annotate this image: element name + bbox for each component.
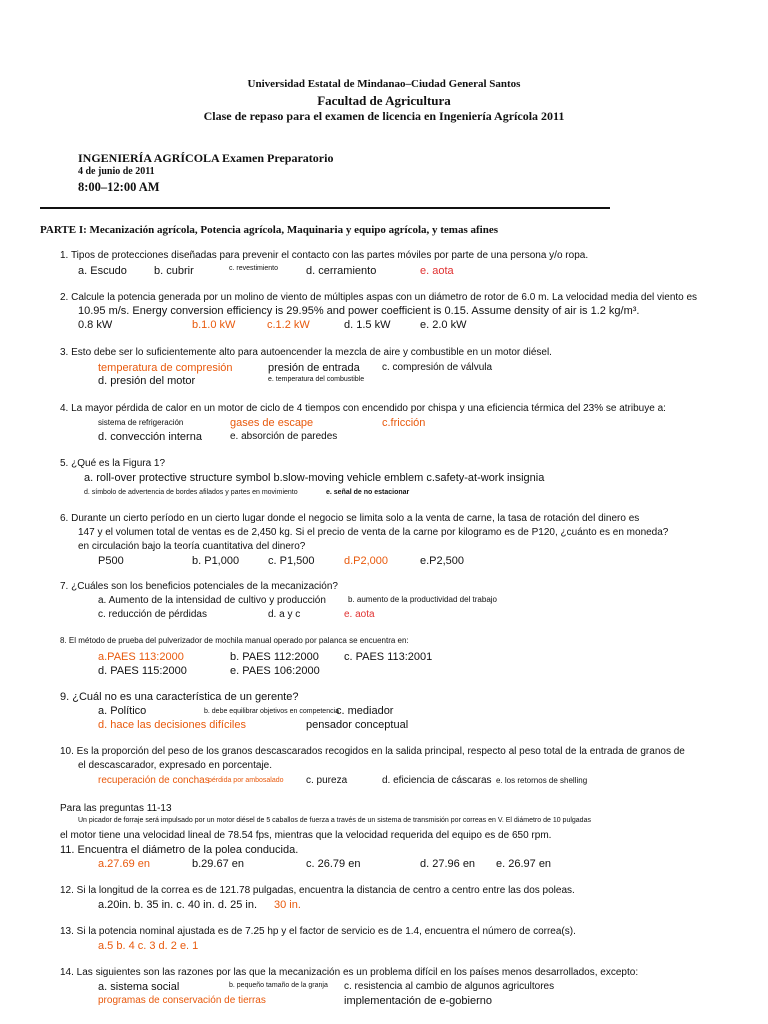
question-2-line2: 10.95 m/s. Energy conversion efficiency is 29.95% and power coefficient is 0.15. Assume density of air is 1.2 kg/m³. [78,305,640,317]
q14-option-c: c. resistencia al cambio de algunos agricultores [344,981,555,992]
question-1: 1. Tipos de protecciones diseñadas para prevenir el contacto con las partes móviles por parte de una persona y/o ropa. [60,250,589,261]
question-6-line3: en circulación bajo la teoría cuantitativa del dinero? [78,541,306,552]
q10-option-a: recuperación de conchas [98,775,210,786]
q7-option-b: b. aumento de la productividad del trabajo [348,595,497,604]
question-10-line1: 10. Es la proporción del peso de los granos descascarados recogidos en la salida principal, respecto al peso total de la entrada de granos de [60,746,685,757]
q14-option-e: implementación de e-gobierno [344,995,492,1007]
q1-option-a: a. Escudo [78,265,127,277]
q3-option-d: d. presión del motor [98,375,196,387]
question-13: 13. Si la potencia nominal ajustada es de 7.25 hp y el factor de servicio es de 1.4, encuentra el número de correa(s). [60,926,576,937]
q12-options-abcd: a.20in. b. 35 in. c. 40 in. d. 25 in. [98,899,257,911]
exam-time: 8:00–12:00 AM [78,180,160,194]
q10-option-b: pérdida por ambosalado [208,777,284,784]
q6-option-a: P500 [98,555,124,567]
q4-option-c: c.fricción [382,417,426,429]
q6-option-d: d.P2,000 [344,555,389,567]
q11-option-c: c. 26.79 en [306,858,361,870]
q11-option-a: a.27.69 en [98,858,150,870]
faculty-title: Facultad de Agricultura [317,93,451,108]
q8-option-e: e. PAES 106:2000 [230,665,320,677]
q4-option-b: gases de escape [230,417,314,429]
question-10-line2: el descascarador, expresado en porcentaje. [78,760,273,771]
q12-option-e: 30 in. [274,899,301,911]
q1-option-b: b. cubrir [154,265,194,277]
q4-option-d: d. convección interna [98,431,202,443]
q4-option-a: sistema de refrigeración [98,418,184,427]
q9-option-e: pensador conceptual [306,719,409,731]
q10-option-c: c. pureza [306,775,348,786]
exam-title: INGENIERÍA AGRÍCOLA Examen Preparatorio [78,151,334,165]
question-5: 5. ¿Qué es la Figura 1? [60,458,166,469]
q2-option-d: d. 1.5 kW [344,319,391,331]
q14-option-a: a. sistema social [98,981,180,993]
q11-option-d: d. 27.96 en [420,858,476,870]
question-12: 12. Si la longitud de la correa es de 121.78 pulgadas, encuentra la distancia de centro a centro entre las dos poleas. [60,885,575,896]
q2-option-c: c.1.2 kW [267,319,310,331]
q3-option-c: c. compresión de válvula [382,362,493,373]
q14-option-d: programas de conservación de tierras [98,995,266,1006]
question-6-line1: 6. Durante un cierto período en un cierto lugar donde el negocio se limita solo a la venta de carne, la tasa de rotación del dinero es [60,513,640,524]
q10-option-e: e. los retornos de shelling [496,776,588,785]
q14-option-b: b. pequeño tamaño de la granja [229,982,328,989]
q11-option-e: e. 26.97 en [496,858,552,870]
question-9: 9. ¿Cuál no es una característica de un gerente? [60,691,299,703]
q3-option-a: temperatura de compresión [98,362,233,374]
part-title: PARTE I: Mecanización agrícola, Potencia agrícola, Maquinaria y equipo agrícola, y temas afines [40,224,498,236]
q7-option-e: e. aota [344,609,375,620]
q13-options: a.5 b. 4 c. 3 d. 2 e. 1 [98,940,199,952]
question-11: 11. Encuentra el diámetro de la polea conducida. [60,844,299,856]
q5-options-abc: a. roll-over protective structure symbol b.slow-moving vehicle emblem c.safety-at-work insignia [84,472,545,484]
course-title: Clase de repaso para el examen de licencia en Ingeniería Agrícola 2011 [203,109,565,123]
question-6-line2: 147 y el volumen total de ventas es de 2,450 kg. Si el precio de venta de la carne por kilogramo es de P120, ¿cuánto es en moneda? [78,527,669,538]
question-7: 7. ¿Cuáles son los beneficios potenciales de la mecanización? [60,581,338,592]
q6-option-c: c. P1,500 [268,555,315,567]
q6-option-e: e.P2,500 [420,555,465,567]
q7-option-c: c. reducción de pérdidas [98,609,207,620]
q9-option-d: d. hace las decisiones difíciles [98,719,246,731]
q8-option-b: b. PAES 112:2000 [230,651,319,663]
q5-option-e: e. señal de no estacionar [326,489,410,496]
group-line2: el motor tiene una velocidad lineal de 78.54 fps, mientras que la velocidad requerida del equipo es de 650 rpm. [60,830,552,841]
q9-option-c: c. mediador [336,705,394,717]
q3-option-e: e. temperatura del combustible [268,376,365,383]
question-8: 8. El método de prueba del pulverizador de mochila manual operado por palanca se encuentra en: [60,636,409,645]
q7-option-d: d. a y c [268,609,301,620]
header-divider [40,207,610,209]
q9-option-b: b. debe equilibrar objetivos en competencia [204,708,340,715]
q2-option-a: 0.8 kW [78,319,113,331]
q1-option-d: d. cerramiento [306,265,377,277]
q5-option-d: d. símbolo de advertencia de bordes afilados y partes en movimiento [84,489,298,496]
q2-option-e: e. 2.0 kW [420,319,467,331]
q4-option-e: e. absorción de paredes [230,431,338,442]
q1-option-c: c. revestimiento [229,265,279,272]
q3-option-b: presión de entrada [268,362,360,374]
q9-option-a: a. Político [98,705,147,717]
question-14: 14. Las siguientes son las razones por las que la mecanización es un problema difícil en los países menos desarrollados, excepto: [60,967,639,978]
q10-option-d: d. eficiencia de cáscaras [382,775,492,786]
group-line1: Un picador de forraje será impulsado por un motor diésel de 5 caballos de fuerza a través de un sistema de transmisión por correas en V. El diámetro de 10 pulgadas [78,817,591,824]
q2-option-b: b.1.0 kW [192,319,236,331]
exam-date: 4 de junio de 2011 [78,166,155,177]
question-3: 3. Esto debe ser lo suficientemente alto para autoencender la mezcla de aire y combustible en un motor diésel. [60,347,552,358]
university-name: Universidad Estatal de Mindanao–Ciudad General Santos [247,78,521,90]
group-title: Para las preguntas 11-13 [60,803,172,814]
q7-option-a: a. Aumento de la intensidad de cultivo y producción [98,595,326,606]
q6-option-b: b. P1,000 [192,555,240,567]
q11-option-b: b.29.67 en [192,858,244,870]
q8-option-c: c. PAES 113:2001 [344,651,433,663]
question-2-line1: 2. Calcule la potencia generada por un molino de viento de múltiples aspas con un diámetro de rotor de 6.0 m. La velocidad media del viento es [60,292,698,303]
q8-option-d: d. PAES 115:2000 [98,665,187,677]
q8-option-a: a.PAES 113:2000 [98,651,184,663]
question-4: 4. La mayor pérdida de calor en un motor de ciclo de 4 tiempos con encendido por chispa y una eficiencia térmica del 23% se atribuye a: [60,403,666,414]
q1-option-e: e. aota [420,265,454,277]
